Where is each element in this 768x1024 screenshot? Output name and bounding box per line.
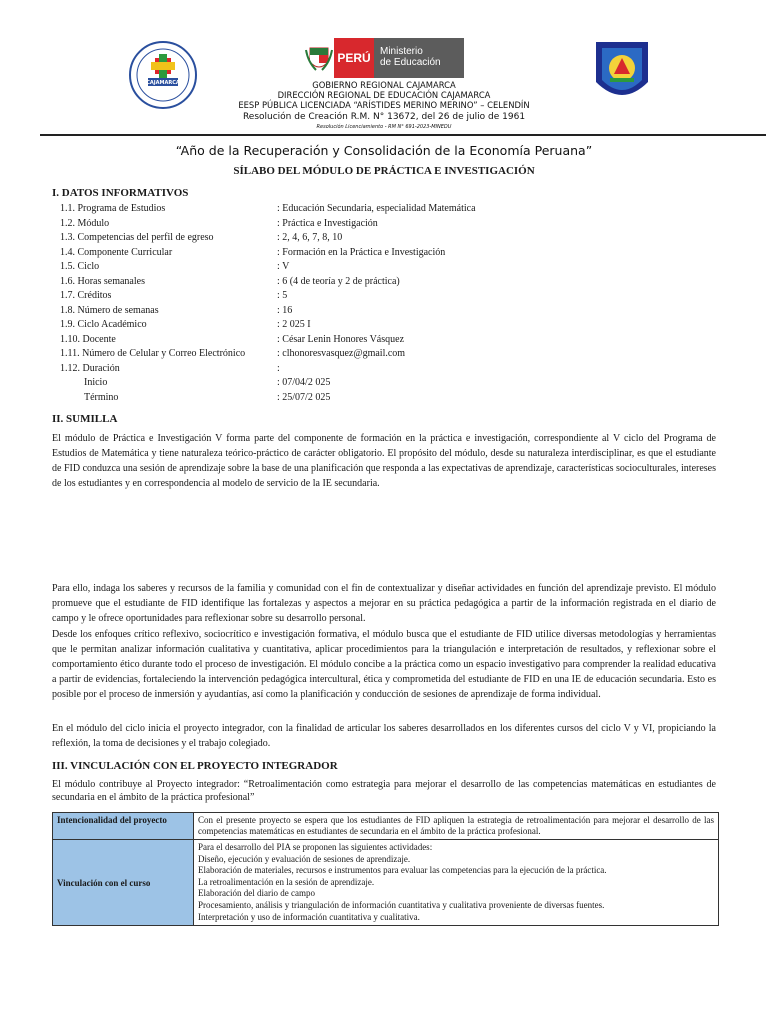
data-value: : 2, 4, 6, 7, 8, 10 [277, 232, 343, 243]
section-heading-datos: I. DATOS INFORMATIVOS [52, 187, 189, 199]
table-cell-intencionalidad: Con el presente proyecto se espera que los estudiantes de FID apliquen la estrategia de retroalimentación para mejorar el desarrollo de las competencias matemáticas en estudiantes de secundaria en el ámbito de la práctica profesional. [194, 813, 719, 840]
data-row [60, 246, 476, 261]
data-value: : 6 (4 de teoría y 2 de práctica) [277, 275, 400, 287]
year-name: “Año de la Recuperación y Consolidación de la Economía Peruana” [175, 143, 593, 158]
section-heading-vinculacion: III. VINCULACIÓN CON EL PROYECTO INTEGRADOR [52, 760, 338, 772]
data-label: 1.2. Módulo [60, 217, 110, 229]
data-row [60, 347, 476, 362]
data-label: 1.10. Docente [60, 333, 116, 345]
data-value: : 5 [277, 290, 288, 301]
ministry-line-2: de Educación [380, 57, 441, 68]
data-value: : V [277, 261, 290, 272]
table-label-vinculacion: Vinculación con el curso [53, 840, 194, 926]
peru-label: PERÚ [334, 38, 374, 78]
activity-line: Procesamiento, análisis y triangulación de información cuantitativa y cualitativa proveniente de diversas fuentes. [198, 899, 605, 910]
data-row [60, 231, 476, 246]
data-value: : César Lenin Honores Vásquez [277, 333, 405, 345]
data-row [60, 217, 476, 232]
data-value: : 16 [277, 304, 293, 316]
sumilla-paragraph-4: En el módulo del ciclo inicia el proyecto integrador, con la finalidad de articular los saberes desarrollados en los diferentes cursos del ciclo V y VI, propiciando la reflexión, la toma de decisiones y el trabajo colegiado. [52, 723, 716, 749]
table-row [53, 840, 719, 926]
activity-line: Elaboración del diario de campo [198, 888, 315, 899]
header-line-4: Resolución de Creación R.M. N° 13672, del 26 de julio de 1961 [242, 112, 526, 122]
data-label: Inicio [84, 377, 108, 388]
data-row [60, 304, 476, 319]
sumilla-paragraph-3: Desde los enfoques crítico reflexivo, sociocrítico e investigación formativa, el módulo busca que el estudiante de FID utilice diversas metodologías y herramientas que le permitan analizar información cualitativa y cuantitativa, aplicar procedimientos para la triangulación e interpretación de resultados, y reflexionar sobre el comportamiento ético durante todo el proceso de investigación. El módulo concibe a la práctica como un espacio investigativo para comprender la realidad educativa a partir de evidencias, fortaleciendo la intervención pedagógica intercultural, ética y comprometida del estudiante de FID en una IE de educación secundaria. Esto es posible por el proceso de inmersión y ayudantías, así como la planificación y conducción de sesiones de aprendizaje de forma individual. [52, 629, 716, 700]
data-row [60, 260, 476, 275]
data-label: Término [84, 391, 119, 403]
activity-line: Para el desarrollo del PIA se proponen las siguientes actividades: [198, 842, 433, 852]
vinculacion-paragraph: El módulo contribuye al Proyecto integrador: “Retroalimentación como estrategia para mejorar el desarrollo de las competencias matemáticas en estudiantes de secundaria en el ámbito de la práctica profesional” [52, 779, 716, 803]
activity-line: Elaboración de materiales, recursos e instrumentos para evaluar las competencias para la ejecución de la práctica. [198, 865, 607, 876]
data-value: : 07/04/2 025 [277, 377, 331, 388]
header-line-1: GOBIERNO REGIONAL CAJAMARCA [312, 80, 456, 90]
activity-line: Diseño, ejecución y evaluación de sesiones de aprendizaje. [198, 853, 411, 864]
ministry-of-education-logo [304, 38, 464, 78]
data-row [60, 333, 476, 348]
header-divider [40, 134, 766, 136]
data-label: 1.12. Duración [60, 362, 120, 374]
ministry-label [374, 38, 464, 78]
activity-line: Interpretación y uso de información cuantitativa y cualitativa. [198, 911, 420, 922]
data-label: 1.9. Ciclo Académico [60, 319, 147, 330]
table-cell-activities [194, 840, 719, 926]
header-line-5: Resolución Licenciamiento - RM N° 691-2023-MINEDU [316, 124, 452, 130]
data-value: : 2 025 I [277, 319, 311, 330]
data-label: 1.1. Programa de Estudios [60, 203, 166, 214]
data-row [60, 362, 476, 377]
logo-text: CAJAMARCA [146, 80, 180, 86]
page-title: SÍLABO DEL MÓDULO DE PRÁCTICA E INVESTIGACIÓN [233, 165, 535, 177]
table-label-intencionalidad: Intencionalidad del proyecto [53, 813, 194, 840]
data-label: 1.8. Número de semanas [60, 304, 159, 316]
table-row [53, 813, 719, 840]
section-heading-sumilla: II. SUMILLA [52, 413, 118, 425]
data-value: : clhonoresvasquez@gmail.com [277, 348, 406, 359]
data-value: : 25/07/2 025 [277, 391, 331, 403]
vinculacion-table [52, 812, 719, 926]
datos-informativos-list [60, 202, 476, 405]
data-label: 1.6. Horas semanales [60, 275, 145, 287]
data-value: : Formación en la Práctica e Investigación [277, 246, 446, 258]
data-row [60, 275, 476, 290]
data-value: : [277, 362, 280, 374]
header-line-2: DIRECCIÓN REGIONAL DE EDUCACIÓN CAJAMARCA [277, 90, 491, 100]
sumilla-paragraph-1: El módulo de Práctica e Investigación V forma parte del componente de formación en la práctica e investigación, correspondiente al V ciclo del Programa de Estudios de Matemática y tiene naturaleza teórico-práctico de carácter obligatorio. El propósito del módulo, desde su naturaleza interdisciplinar, es que el estudiante de FID conduzca una sesión de aprendizaje sobre la base de una planificación que responda a las expectativas de aprendizaje, características socioculturales, intereses de los estudiantes y en correspondencia al modelo de servicio de la IE secundaria. [52, 433, 716, 489]
data-row [60, 289, 476, 304]
data-row [60, 391, 476, 406]
sumilla-paragraph-2: Para ello, indaga los saberes y recursos de la familia y comunidad con el fin de contextualizar y diseñar actividades en función del aprendizaje previsto. El módulo promueve que el estudiante de FID identifique las fortalezas y aspectos a mejorar en su práctica pedagógica a partir de la información registrada en el diario de campo y le ofrece oportunidades para reflexionar sobre su desarrollo personal. [52, 583, 716, 624]
data-row [60, 376, 476, 391]
ministry-line-1: Ministerio [380, 46, 423, 57]
peru-coat-of-arms-icon [304, 38, 334, 78]
data-row [60, 318, 476, 333]
data-label: 1.5. Ciclo [60, 261, 100, 272]
data-value: : Práctica e Investigación [277, 217, 378, 229]
header-line-3: EESP PÚBLICA LICENCIADA “ARÍSTIDES MERINO MERINO” – CELENDÍN [238, 100, 530, 110]
data-label: 1.7. Créditos [60, 290, 112, 301]
data-label: 1.11. Número de Celular y Correo Electrónico [60, 348, 246, 359]
activity-line: La retroalimentación en la sesión de aprendizaje. [198, 876, 375, 887]
data-row [60, 202, 476, 217]
data-label: 1.3. Competencias del perfil de egreso [60, 232, 214, 243]
data-value: : Educación Secundaria, especialidad Matemática [277, 203, 476, 214]
data-label: 1.4. Componente Curricular [60, 246, 173, 258]
